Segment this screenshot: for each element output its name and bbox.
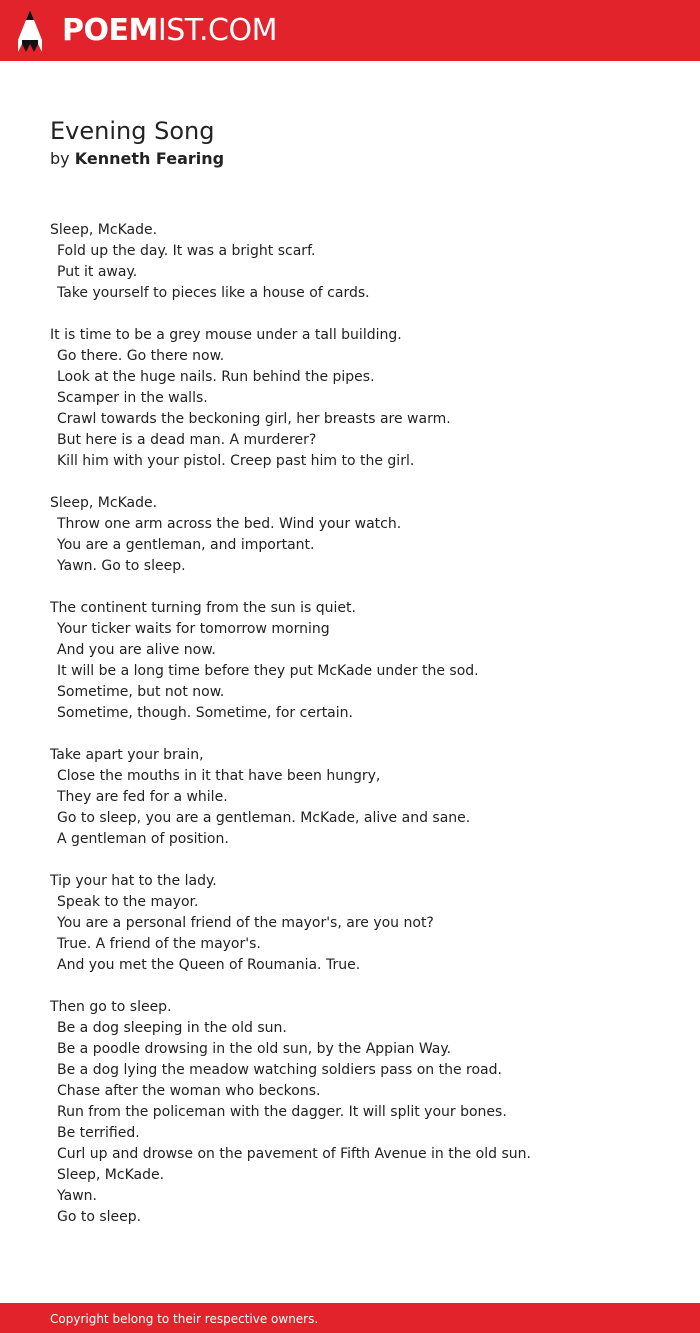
poem-line: And you met the Queen of Roumania. True. [57, 957, 361, 973]
poem-line: You are a gentleman, and important. [57, 537, 315, 553]
poem-line: Yawn. [57, 1188, 97, 1204]
poem-stanza [50, 325, 670, 472]
poem-line: Go there. Go there now. [57, 348, 225, 364]
poem-line: Yawn. Go to sleep. [57, 558, 186, 574]
poem-stanza [50, 745, 670, 850]
poem-line: But here is a dead man. A murderer? [57, 432, 317, 448]
poem-line: Close the mouths in it that have been hungry, [57, 768, 381, 784]
poem-line: Sometime, though. Sometime, for certain. [57, 705, 353, 721]
poem-line: Throw one arm across the bed. Wind your watch. [57, 516, 402, 532]
poem-line: Be terrified. [57, 1125, 140, 1141]
poem-stanza [50, 871, 670, 976]
poem-line: Sometime, but not now. [57, 684, 225, 700]
poem-line: It will be a long time before they put McKade under the sod. [57, 663, 479, 679]
poem-line: Take yourself to pieces like a house of cards. [57, 285, 370, 301]
poem-line: Sleep, McKade. [57, 1167, 165, 1183]
brand-bold: POEM [62, 13, 158, 48]
poem-line: Tip your hat to the lady. [50, 873, 217, 889]
by-label: by [50, 149, 70, 168]
author-name[interactable]: Kenneth Fearing [74, 149, 225, 168]
poem-stanza [50, 493, 670, 577]
poem-line: Sleep, McKade. [50, 495, 158, 511]
pencil-logo-icon[interactable] [18, 10, 42, 52]
poem-stanza [50, 598, 670, 724]
poem-body [50, 220, 670, 1228]
poem-line: Scamper in the walls. [57, 390, 208, 406]
site-header [0, 0, 700, 61]
poem-line: Put it away. [57, 264, 138, 280]
poem-line: Sleep, McKade. [50, 222, 158, 238]
poem-line: Chase after the woman who beckons. [57, 1083, 321, 1099]
poem-line: Be a dog lying the meadow watching soldiers pass on the road. [57, 1062, 502, 1078]
poem-line: Go to sleep. [57, 1209, 142, 1225]
poem-line: They are fed for a while. [57, 789, 228, 805]
poem-line: Be a dog sleeping in the old sun. [57, 1020, 287, 1036]
poem-line: Speak to the mayor. [57, 894, 199, 910]
poem-line: Crawl towards the beckoning girl, her breasts are warm. [57, 411, 451, 427]
poem-line: Run from the policeman with the dagger. It will split your bones. [57, 1104, 507, 1120]
poem-line: You are a personal friend of the mayor's, are you not? [57, 915, 434, 931]
poem-line: Kill him with your pistol. Creep past him to the girl. [57, 453, 415, 469]
poem-line: Be a poodle drowsing in the old sun, by the Appian Way. [57, 1041, 452, 1057]
poem-line: A gentleman of position. [57, 831, 229, 847]
poem-line: It is time to be a grey mouse under a tall building. [50, 327, 402, 343]
brand-light: IST.COM [157, 13, 277, 48]
byline [50, 148, 670, 170]
poem-line: Then go to sleep. [50, 999, 172, 1015]
poem-content [50, 114, 670, 1249]
poem-stanza [50, 220, 670, 304]
poem-line: Take apart your brain, [50, 747, 204, 763]
poem-line: Your ticker waits for tomorrow morning [57, 621, 330, 637]
poem-line: And you are alive now. [57, 642, 216, 658]
poem-line: Fold up the day. It was a bright scarf. [57, 243, 316, 259]
poem-title: Evening Song [50, 117, 215, 145]
site-footer [0, 1303, 700, 1333]
poem-line: Look at the huge nails. Run behind the pipes. [57, 369, 375, 385]
poem-stanza [50, 997, 670, 1228]
poem-line: True. A friend of the mayor's. [57, 936, 261, 952]
poem-line: The continent turning from the sun is quiet. [50, 600, 356, 616]
copyright-text: Copyright belong to their respective owners. [50, 1312, 319, 1326]
poem-line: Curl up and drowse on the pavement of Fifth Avenue in the old sun. [57, 1146, 531, 1162]
poem-line: Go to sleep, you are a gentleman. McKade, alive and sane. [57, 810, 471, 826]
site-logo[interactable] [62, 12, 277, 50]
